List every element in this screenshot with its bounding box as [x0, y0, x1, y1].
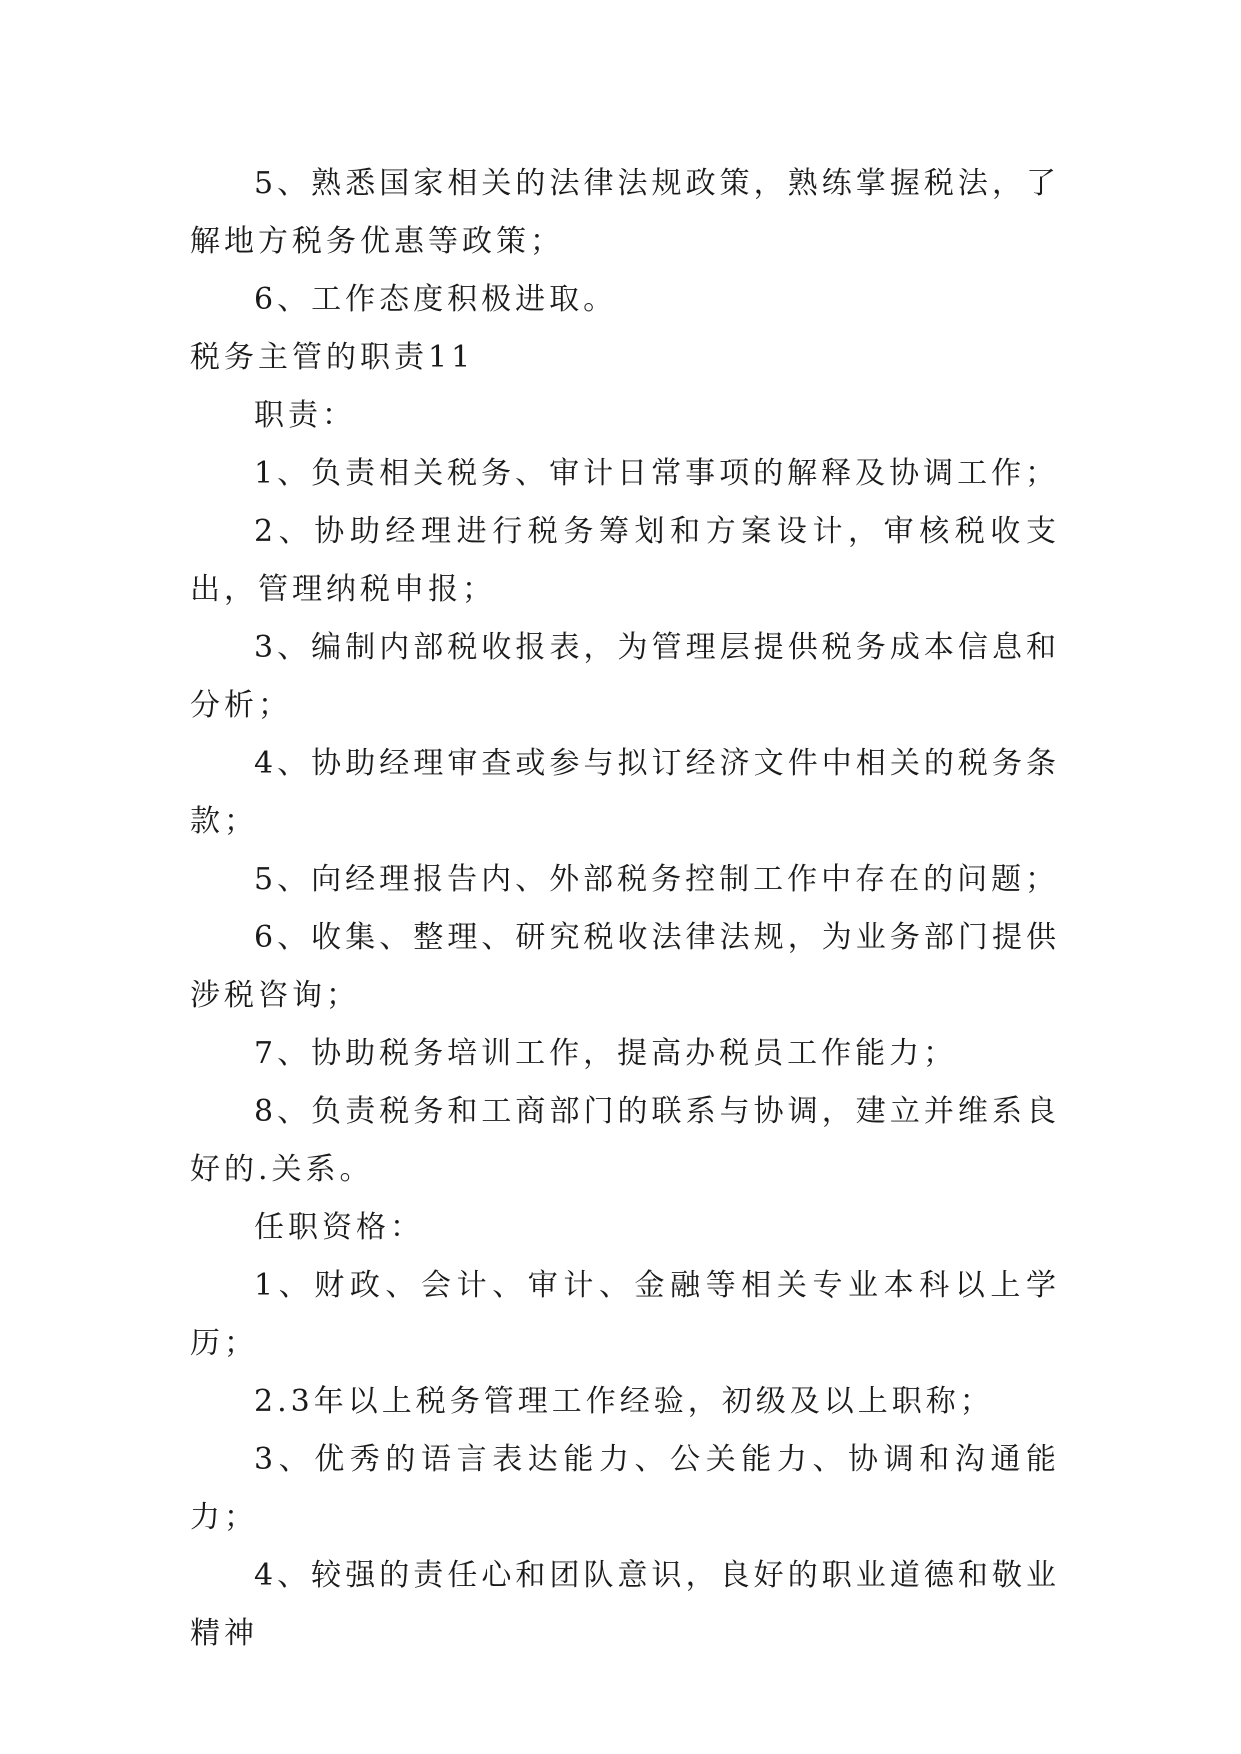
paragraph-qualification-1: 1、财政、会计、审计、金融等相关专业本科以上学历；: [190, 1268, 1060, 1361]
document-body: [190, 155, 1060, 1663]
section-heading: 税务主管的职责11: [190, 340, 475, 375]
paragraph-duty-6: 6、收集、整理、研究税收法律法规，为业务部门提供涉税咨询；: [190, 920, 1060, 1013]
paragraph-duty-2: 2、协助经理进行税务筹划和方案设计，审核税收支出，管理纳税申报；: [190, 514, 1060, 607]
paragraph-duty-4: 4、协助经理审查或参与拟订经济文件中相关的税务条款；: [190, 746, 1060, 839]
paragraph-duty-1: 1、负责相关税务、审计日常事项的解释及协调工作；: [254, 456, 1060, 491]
paragraph-qualification-3: 3、优秀的语言表达能力、公关能力、协调和沟通能力；: [190, 1442, 1060, 1535]
paragraph-duty-5: 5、向经理报告内、外部税务控制工作中存在的问题；: [254, 862, 1060, 897]
paragraph-requirement-5: 5、熟悉国家相关的法律法规政策，熟练掌握税法，了解地方税务优惠等政策；: [190, 166, 1060, 259]
paragraph-duty-7: 7、协助税务培训工作，提高办税员工作能力；: [254, 1036, 958, 1071]
subheading-duties: 职责：: [254, 398, 356, 433]
subheading-qualifications: 任职资格：: [254, 1210, 424, 1245]
paragraph-qualification-4: 4、较强的责任心和团队意识，良好的职业道德和敬业精神: [190, 1558, 1060, 1651]
paragraph-qualification-2: 2.3年以上税务管理工作经验，初级及以上职称；: [254, 1384, 994, 1419]
paragraph-duty-8: 8、负责税务和工商部门的联系与协调，建立并维系良好的.关系。: [190, 1094, 1060, 1187]
paragraph-duty-3: 3、编制内部税收报表，为管理层提供税务成本信息和分析；: [190, 630, 1060, 723]
paragraph-requirement-6: 6、工作态度积极进取。: [254, 282, 618, 317]
